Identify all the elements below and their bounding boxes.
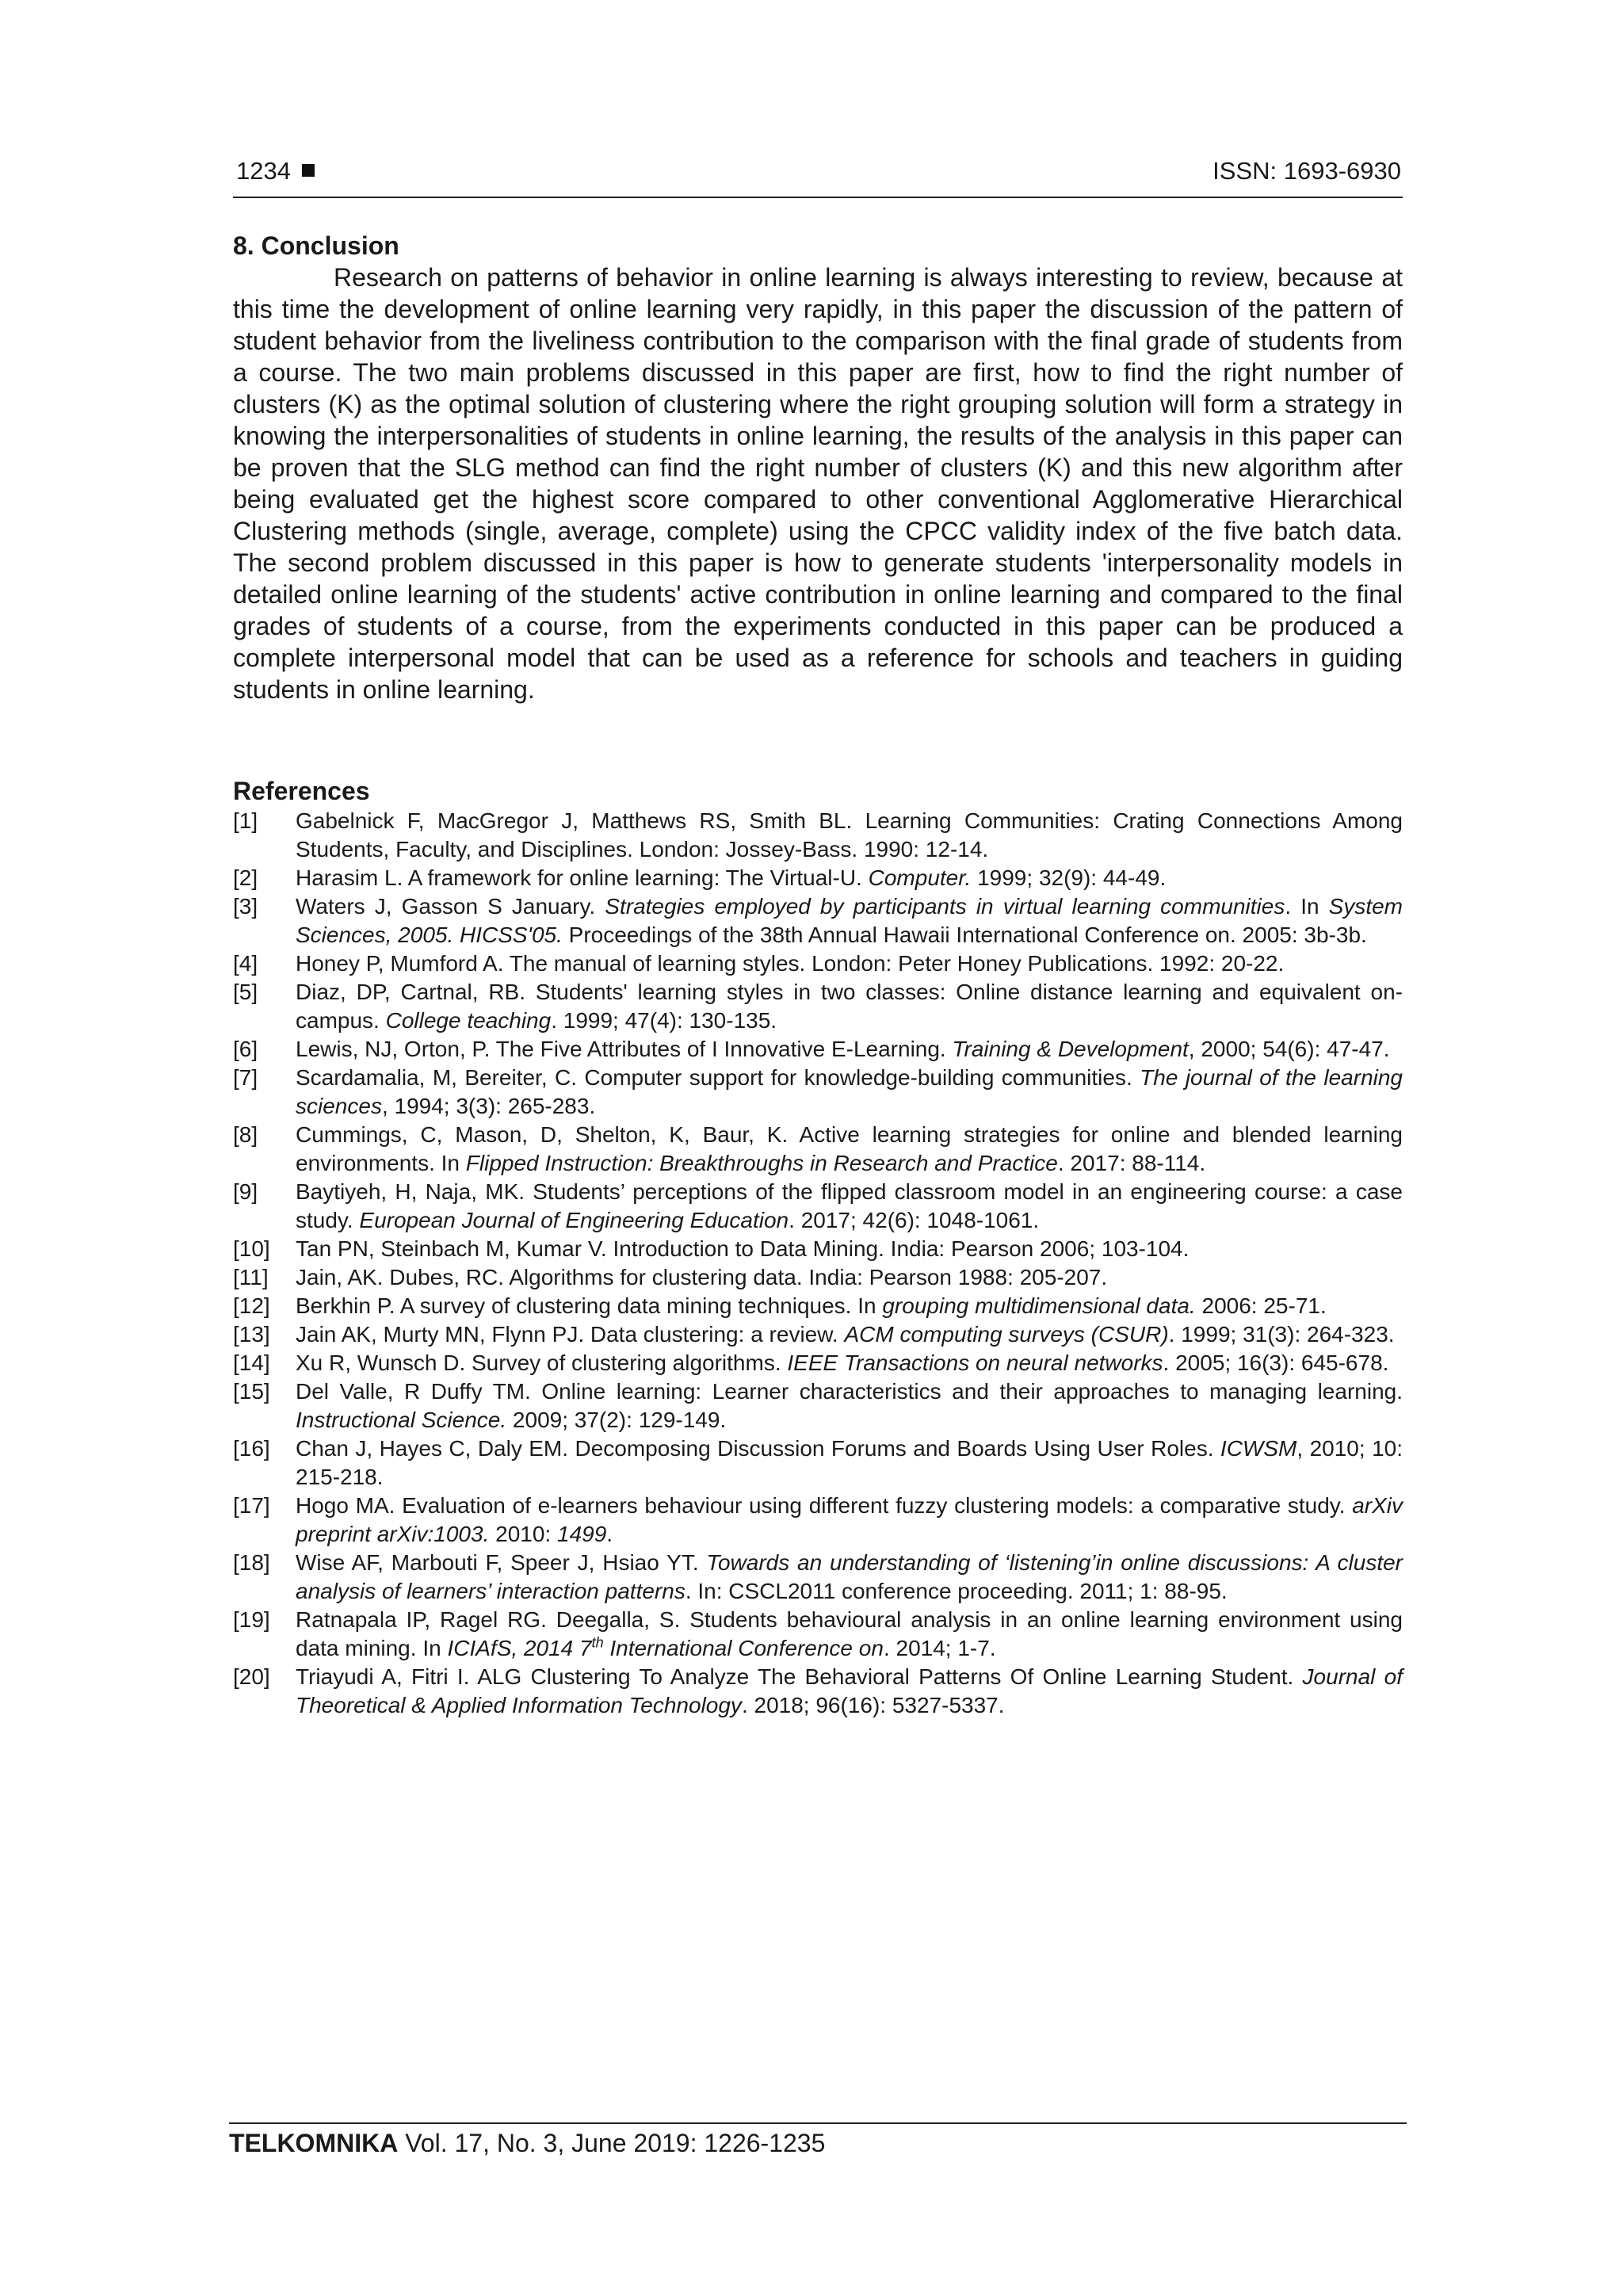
- reference-part: Jain, AK. Dubes, RC. Algorithms for clustering data. India: Pearson 1988: 205-207.: [296, 1265, 1108, 1289]
- conclusion-paragraph: Research on patterns of behavior in online learning is always interesting to review, because at this time the development of online learning very rapidly, in this paper the discussion of the pattern of student behavior from the liveliness contribution to the comparison with the final grade of students from a course. The two main problems discussed in this paper are first, how to find the right number of clusters (K) as the optimal solution of clustering where the right grouping solution will form a strategy in knowing the interpersonalities of students in online learning, the results of the analysis in this paper can be proven that the SLG method can find the right number of clusters (K) and this new algorithm after being evaluated get the highest score compared to other conventional Agglomerative Hierarchical Clustering methods (single, average, complete) using the CPCC validity index of the five batch data. The second problem discussed in this paper is how to generate students 'interpersonality models in detailed online learning of the students' active contribution in online learning and compared to the final grades of students of a course, from the experiments conducted in this paper can be produced a complete interpersonal model that can be used as a reference for schools and teachers in guiding students in online learning.: [233, 263, 1403, 704]
- reference-text: [296, 1236, 1189, 1261]
- reference-text: [296, 1379, 1403, 1432]
- reference-part: . 2018; 96(16): 5327-5337.: [741, 1693, 1005, 1717]
- reference-title: ACM computing surveys (CSUR): [844, 1322, 1169, 1347]
- reference-part: Harasim L. A framework for online learning: The Virtual-U.: [296, 865, 869, 890]
- reference-item: [233, 1178, 1403, 1235]
- reference-part: . 1999; 31(3): 264-323.: [1168, 1322, 1395, 1347]
- reference-part: Honey P, Mumford A. The manual of learning styles. London: Peter Honey Publications. 1992: 20-22.: [296, 951, 1285, 976]
- reference-text: [296, 1037, 1390, 1061]
- reference-title: International Conference on: [603, 1636, 884, 1660]
- issn: ISSN: 1693-6930: [1212, 157, 1401, 185]
- reference-title: System Sciences, 2005. HICSS'05.: [296, 894, 1403, 947]
- reference-item: [233, 807, 1403, 864]
- reference-text: [296, 1350, 1388, 1375]
- reference-title: College teaching: [385, 1008, 552, 1033]
- reference-item: [233, 1292, 1403, 1320]
- reference-part: . 1999; 47(4): 130-135.: [551, 1008, 777, 1033]
- reference-part: , 1994; 3(3): 265-283.: [381, 1094, 596, 1118]
- reference-title: The journal of the learning sciences: [296, 1065, 1403, 1118]
- reference-part: Ratnapala IP, Ragel RG. Deegalla, S. Students behavioural analysis in an online learning environment using data mining. In: [296, 1607, 1403, 1660]
- reference-text: [296, 1065, 1403, 1118]
- reference-item: [233, 1235, 1403, 1263]
- page-number: 1234: [236, 157, 315, 185]
- reference-item: [233, 978, 1403, 1035]
- reference-title: ICWSM: [1220, 1436, 1297, 1461]
- reference-part: Wise AF, Marbouti F, Speer J, Hsiao YT.: [296, 1550, 707, 1575]
- conclusion-heading: 8. Conclusion: [233, 231, 399, 260]
- reference-number: [15]: [233, 1379, 270, 1404]
- reference-number: [4]: [233, 951, 258, 976]
- reference-part: 2010:: [489, 1522, 557, 1546]
- reference-text: [296, 980, 1403, 1033]
- reference-text: [296, 951, 1284, 976]
- reference-number: [7]: [233, 1065, 258, 1090]
- reference-part: Baytiyeh, H, Naja, MK. Students’ perceptions of the flipped classroom model in an engineering course: a case study.: [296, 1179, 1403, 1232]
- reference-part: . 2017; 42(6): 1048-1061.: [789, 1208, 1040, 1232]
- reference-number: [17]: [233, 1493, 270, 1518]
- reference-number: [13]: [233, 1322, 270, 1347]
- journal-name: TELKOMNIKA: [229, 2129, 399, 2157]
- reference-part: 2009; 37(2): 129-149.: [506, 1408, 727, 1432]
- reference-part: , 2010; 10: 215-218.: [296, 1436, 1403, 1489]
- reference-item: [233, 1377, 1403, 1435]
- reference-text: [296, 1265, 1107, 1289]
- reference-title: Training & Development: [952, 1037, 1189, 1061]
- reference-number: [10]: [233, 1236, 270, 1261]
- reference-text: [296, 1550, 1403, 1603]
- reference-part: Xu R, Wunsch D. Survey of clustering algorithms.: [296, 1350, 788, 1375]
- reference-text: [296, 894, 1403, 947]
- reference-item: [233, 1035, 1403, 1064]
- reference-part: Hogo MA. Evaluation of e-learners behaviour using different fuzzy clustering models: a comparative study.: [296, 1493, 1353, 1518]
- reference-title: European Journal of Engineering Education: [359, 1208, 789, 1232]
- reference-part: . 2005; 16(3): 645-678.: [1163, 1350, 1389, 1375]
- reference-part: Triayudi A, Fitri I. ALG Clustering To Analyze The Behavioral Patterns Of Online Learning Student.: [296, 1664, 1303, 1689]
- page-footer: [229, 2122, 1407, 2159]
- reference-text: [296, 1493, 1403, 1546]
- reference-part: Berkhin P. A survey of clustering data mining techniques. In: [296, 1293, 883, 1318]
- reference-item: [233, 1064, 1403, 1121]
- reference-number: [2]: [233, 865, 258, 890]
- reference-text: [296, 1607, 1403, 1660]
- reference-list: [233, 807, 1403, 1720]
- reference-item: [233, 949, 1403, 978]
- reference-part: 1999; 32(9): 44-49.: [971, 865, 1167, 890]
- reference-title: arXiv preprint arXiv:1003.: [296, 1493, 1403, 1546]
- reference-title: 1499: [557, 1522, 607, 1546]
- reference-number: [19]: [233, 1607, 270, 1632]
- reference-number: [8]: [233, 1122, 258, 1147]
- reference-number: [9]: [233, 1179, 258, 1204]
- reference-part: Lewis, NJ, Orton, P. The Five Attributes of I Innovative E-Learning.: [296, 1037, 953, 1061]
- reference-item: [233, 1320, 1403, 1349]
- reference-number: [20]: [233, 1664, 270, 1689]
- reference-number: [6]: [233, 1037, 258, 1061]
- reference-text: [296, 1436, 1403, 1489]
- reference-item: [233, 1349, 1403, 1377]
- reference-part: , 2000; 54(6): 47-47.: [1188, 1037, 1390, 1061]
- reference-text: [296, 808, 1403, 861]
- reference-part: 2006: 25-71.: [1195, 1293, 1327, 1318]
- reference-number: [14]: [233, 1350, 270, 1375]
- reference-title: Computer.: [868, 865, 972, 890]
- journal-citation: Vol. 17, No. 3, June 2019: 1226-1235: [398, 2129, 826, 2157]
- reference-part: Tan PN, Steinbach M, Kumar V. Introduction to Data Mining. India: Pearson 2006; 103-104.: [296, 1236, 1190, 1261]
- reference-text: [296, 1322, 1395, 1347]
- reference-part: Cummings, C, Mason, D, Shelton, K, Baur, K. Active learning strategies for online and blended learning environments. In: [296, 1122, 1403, 1175]
- reference-part: Scardamalia, M, Bereiter, C. Computer support for knowledge-building communities.: [296, 1065, 1140, 1090]
- reference-title: IEEE Transactions on neural networks: [787, 1350, 1163, 1375]
- reference-number: [1]: [233, 808, 258, 833]
- reference-part: Gabelnick F, MacGregor J, Matthews RS, Smith BL. Learning Communities: Crating Connections Among Students, Faculty, and Disciplines. London: Jossey-Bass. 1990: 12-14.: [296, 808, 1403, 861]
- reference-number: [11]: [233, 1265, 269, 1289]
- reference-part: .: [606, 1522, 613, 1546]
- reference-part: . 2014; 1-7.: [883, 1636, 996, 1660]
- reference-superscript: th: [591, 1634, 604, 1651]
- reference-item: [233, 1606, 1403, 1663]
- reference-text: [296, 1122, 1403, 1175]
- reference-item: [233, 1549, 1403, 1606]
- reference-part: Waters J, Gasson S January.: [296, 894, 605, 919]
- reference-part: Jain AK, Murty MN, Flynn PJ. Data clustering: a review.: [296, 1322, 845, 1347]
- reference-item: [233, 864, 1403, 892]
- reference-part: Chan J, Hayes C, Daly EM. Decomposing Discussion Forums and Boards Using User Roles.: [296, 1436, 1220, 1461]
- main-content: [233, 230, 1403, 1720]
- references-heading: References: [233, 777, 370, 805]
- reference-text: [296, 1179, 1403, 1232]
- reference-title: grouping multidimensional data.: [882, 1293, 1196, 1318]
- reference-text: [296, 1293, 1327, 1318]
- reference-item: [233, 892, 1403, 949]
- page-header: [233, 155, 1403, 198]
- reference-item: [233, 1263, 1403, 1292]
- reference-title: ICIAfS, 2014 7: [447, 1636, 592, 1660]
- reference-number: [16]: [233, 1436, 270, 1461]
- reference-number: [5]: [233, 980, 258, 1004]
- reference-item: [233, 1435, 1403, 1492]
- reference-part: . 2017: 88-114.: [1057, 1151, 1206, 1175]
- reference-text: [296, 865, 1166, 890]
- reference-part: . In: CSCL2011 conference proceeding. 2011; 1: 88-95.: [685, 1579, 1228, 1603]
- reference-part: Del Valle, R Duffy TM. Online learning: Learner characteristics and their approaches to managing learning.: [296, 1379, 1403, 1404]
- black-square-icon: [302, 164, 315, 177]
- reference-title: Flipped Instruction: Breakthroughs in Research and Practice: [465, 1151, 1058, 1175]
- reference-item: [233, 1663, 1403, 1720]
- reference-title: Instructional Science.: [296, 1408, 507, 1432]
- reference-title: Towards an understanding of ‘listening’in online discussions: A cluster analysis of learners’ interaction patterns: [296, 1550, 1403, 1603]
- reference-part: Diaz, DP, Cartnal, RB. Students' learning styles in two classes: Online distance learning and equivalent on-campus.: [296, 980, 1403, 1033]
- reference-title: Journal of Theoretical & Applied Information Technology: [296, 1664, 1403, 1717]
- reference-part: Proceedings of the 38th Annual Hawaii International Conference on. 2005: 3b-3b.: [562, 923, 1367, 947]
- reference-part: . In: [1285, 894, 1329, 919]
- reference-number: [12]: [233, 1293, 270, 1318]
- reference-item: [233, 1121, 1403, 1178]
- reference-item: [233, 1492, 1403, 1549]
- reference-number: [3]: [233, 894, 258, 919]
- reference-title: Strategies employed by participants in virtual learning communities: [605, 894, 1285, 919]
- reference-text: [296, 1664, 1403, 1717]
- reference-number: [18]: [233, 1550, 270, 1575]
